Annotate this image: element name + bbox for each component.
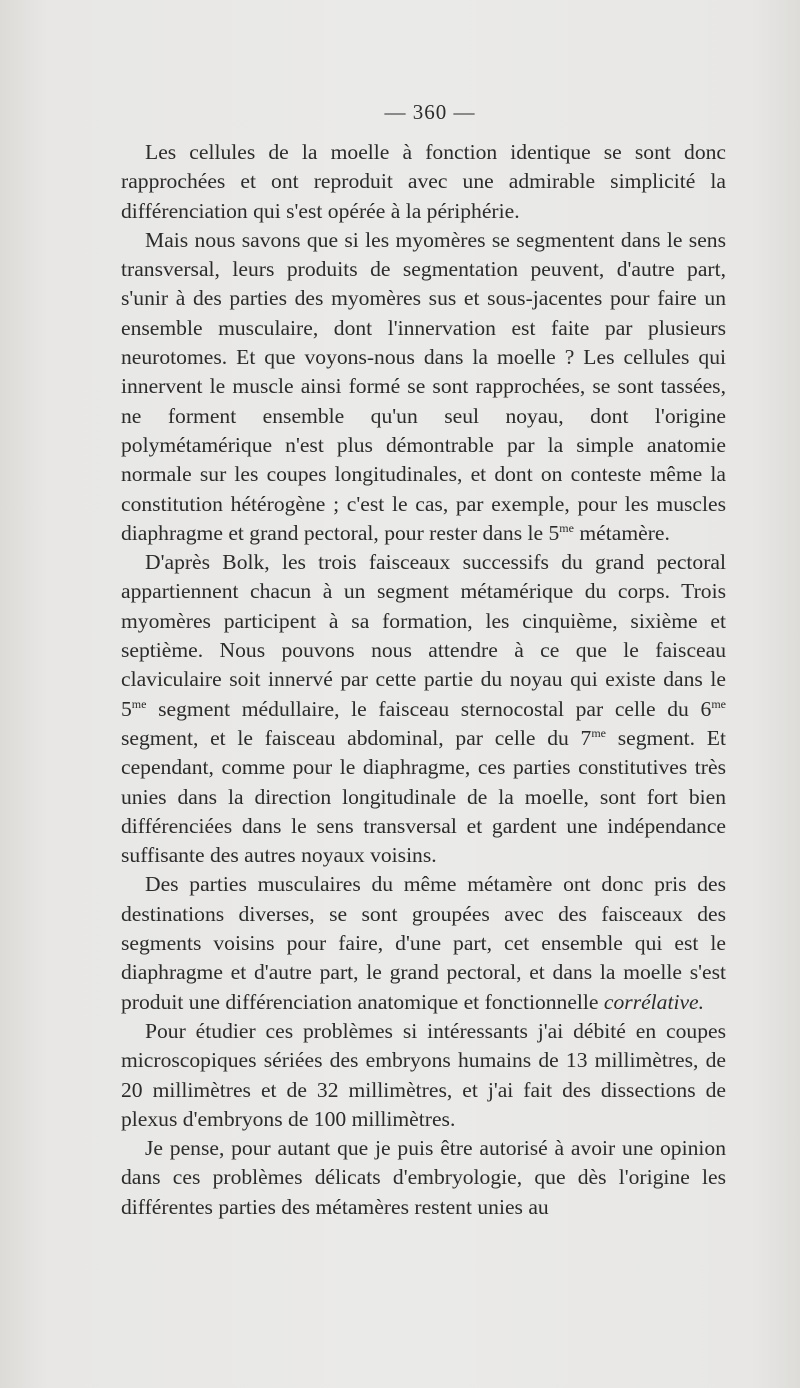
paragraph-3-text-b: segment médullaire, le faisceau sternocostal par celle du 6: [146, 696, 712, 721]
paragraph-5: Pour étudier ces problèmes si intéressants j'ai débité en coupes microscopiques sériées des embryons humains de 13 millimètres, de 20 millimètres et de 32 millimètres, et j'ai fait des dissections de plexus d'embryons de 100 millimètres.: [121, 1018, 726, 1131]
paragraph-3-superscript-2: me: [711, 696, 726, 711]
paragraph-2-text-b: métamère.: [573, 520, 670, 545]
body-text: [121, 138, 726, 1222]
paragraph-2-text-a: Mais nous savons que si les myomères se segmentent dans le sens transversal, leurs produits de segmentation peuvent, d'autre part, s'unir à des parties des myomères sus et sous-jacentes pour faire un ensemble musculaire, dont l'innervation est faite par plusieurs neurotomes. Et que voyons-nous dans la moelle ? Les cellules qui innervent le muscle ainsi formé se sont rapprochées, se sont tassées, ne forment ensemble qu'un seul noyau, dont l'origine polymétamérique n'est plus démontrable par la simple anatomie normale sur les coupes longitudinales, et dont on conteste même la constitution hétérogène ; c'est le cas, par exemple, pour les muscles diaphragme et grand pectoral, pour rester dans le 5: [121, 227, 726, 545]
paragraph-3-text-d: segment. Et cependant, comme pour le diaphragme, ces parties constitutives très unies dans la direction longitudinale de la moelle, sont fort bien différenciées dans le sens transversal et gardent une indépendance suffisante des autres noyaux voisins.: [121, 725, 726, 868]
paragraph-2-superscript: me: [559, 520, 574, 535]
paragraph-3-superscript-1: me: [131, 696, 147, 711]
paragraph-6: Je pense, pour autant que je puis être autorisé à avoir une opinion dans ces problèmes délicats d'embryologie, que dès l'origine les différentes parties des métamères restent unies au: [121, 1136, 726, 1219]
paragraph-4-italic: corrélative.: [603, 989, 705, 1014]
paragraph-2: [121, 226, 726, 548]
paragraph-3-text-a: D'après Bolk, les trois faisceaux successifs du grand pectoral appartiennent chacun à un segment métamérique du corps. Trois myomères participent à sa formation, les cinquième, sixième et septième. Nous pouvons nous attendre à ce que le faisceau claviculaire soit innervé par cette partie du noyau qui existe dans le 5: [121, 550, 726, 721]
paragraph-4-text: Des parties musculaires du même métamère ont donc pris des destinations diverses, se sont groupées avec des faisceaux des segments voisins pour faire, d'une part, cet ensemble qui est le diaphragme et d'autre part, le grand pectoral, et dans la moelle s'est produit une différenciation anatomique et fonctionnelle: [121, 872, 726, 1014]
paragraph-3-superscript-3: me: [591, 725, 606, 740]
paragraph-4: [121, 870, 726, 1016]
paragraph-3: [121, 548, 726, 870]
paragraph-1: Les cellules de la moelle à fonction identique se sont donc rapprochées et ont reproduit avec une admirable simplicité la différenciation qui s'est opérée à la périphérie.: [121, 140, 726, 223]
paragraph-3-text-c: segment, et le faisceau abdominal, par celle du 7: [121, 725, 592, 750]
page-number: — 360 —: [384, 100, 476, 124]
